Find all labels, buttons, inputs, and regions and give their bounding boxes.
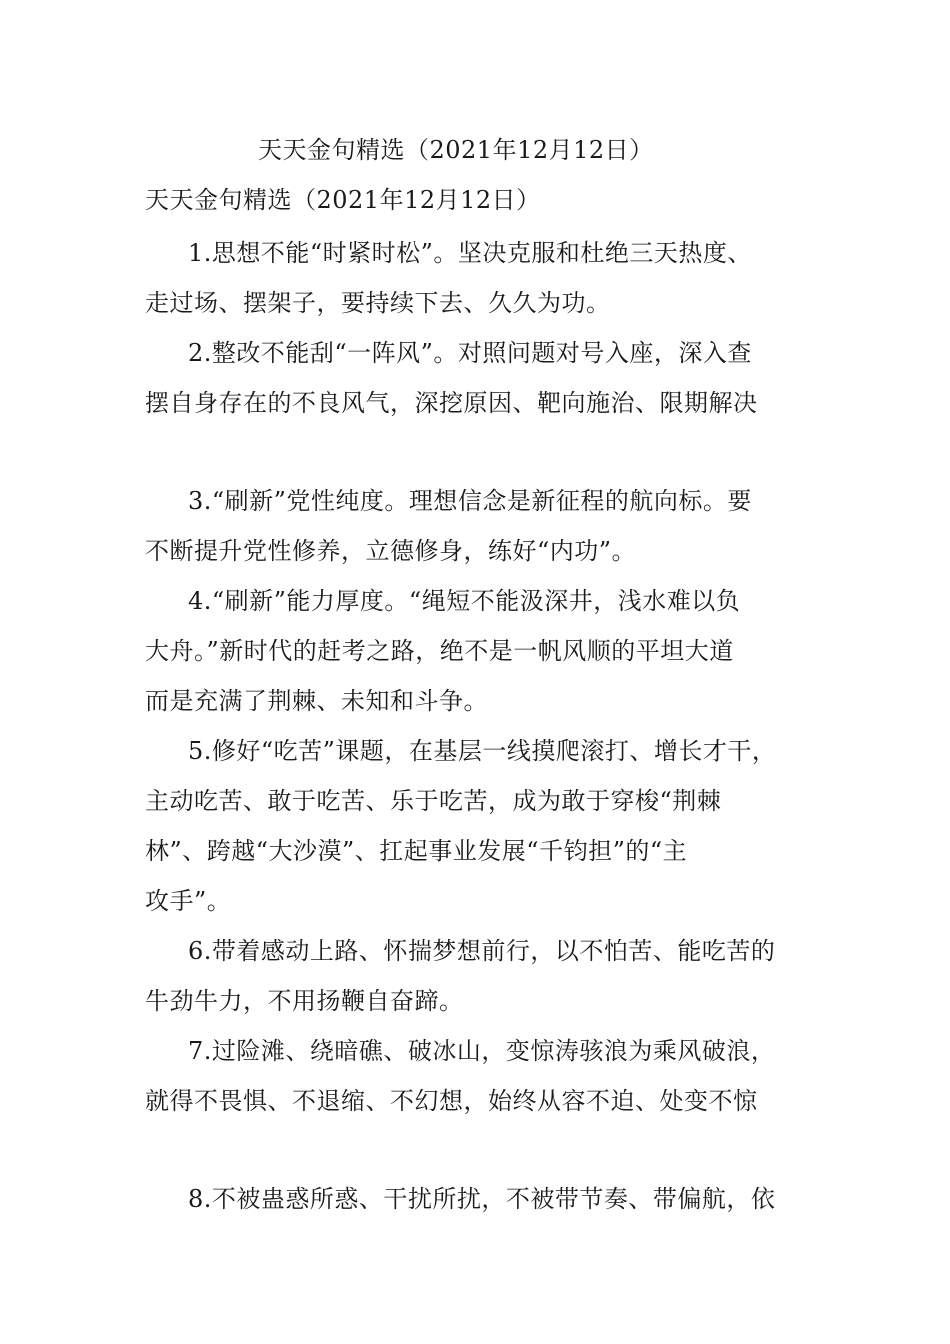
document-subtitle: 天天金句精选（2021年12月12日） [145,186,541,214]
paragraph-6-line-2: 牛劲牛力，不用扬鞭自奋蹄。 [145,987,464,1015]
paragraph-4-line-1: 4.“刷新”能力厚度。“绳短不能汲深井，浅水难以负 [188,587,741,615]
paragraph-5-line-2: 主动吃苦、敢于吃苦、乐于吃苦，成为敢于穿梭“荆棘 [145,787,722,815]
paragraph-5-line-3: 林”、跨越“大沙漠”、扛起事业发展“千钧担”的“主 [145,837,688,865]
paragraph-4-line-3: 而是充满了荆棘、未知和斗争。 [145,687,488,715]
paragraph-8-line-1: 8.不被蛊惑所惑、干扰所扰，不被带节奏、带偏航，依 [188,1185,776,1213]
paragraph-6-line-1: 6.带着感动上路、怀揣梦想前行，以不怕苦、能吃苦的 [188,937,776,965]
paragraph-5-line-1: 5.修好“吃苦”课题，在基层一线摸爬滚打、增长才干， [188,737,777,765]
paragraph-3-line-1: 3.“刷新”党性纯度。理想信念是新征程的航向标。要 [188,487,752,515]
paragraph-7-line-1: 7.过险滩、绕暗礁、破冰山，变惊涛骇浪为乘风破浪， [188,1037,776,1065]
paragraph-5-line-4: 攻手”。 [145,887,232,915]
paragraph-7-line-2: 就得不畏惧、不退缩、不幻想，始终从容不迫、处变不惊 [145,1087,758,1115]
paragraph-2-line-2: 摆自身存在的不良风气，深挖原因、靶向施治、限期解决 [145,389,758,417]
paragraph-4-line-2: 大舟。”新时代的赶考之路，绝不是一帆风顺的平坦大道 [145,637,734,665]
paragraph-2-line-1: 2.整改不能刮“一阵风”。对照问题对号入座，深入查 [188,339,752,367]
paragraph-3-line-2: 不断提升党性修养，立德修身，练好“内功”。 [145,537,637,565]
paragraph-1-line-2: 走过场、摆架子，要持续下去、久久为功。 [145,289,611,317]
document-title: 天天金句精选（2021年12月12日） [258,136,654,164]
paragraph-1-line-1: 1.思想不能“时紧时松”。坚决克服和杜绝三天热度、 [188,239,752,267]
